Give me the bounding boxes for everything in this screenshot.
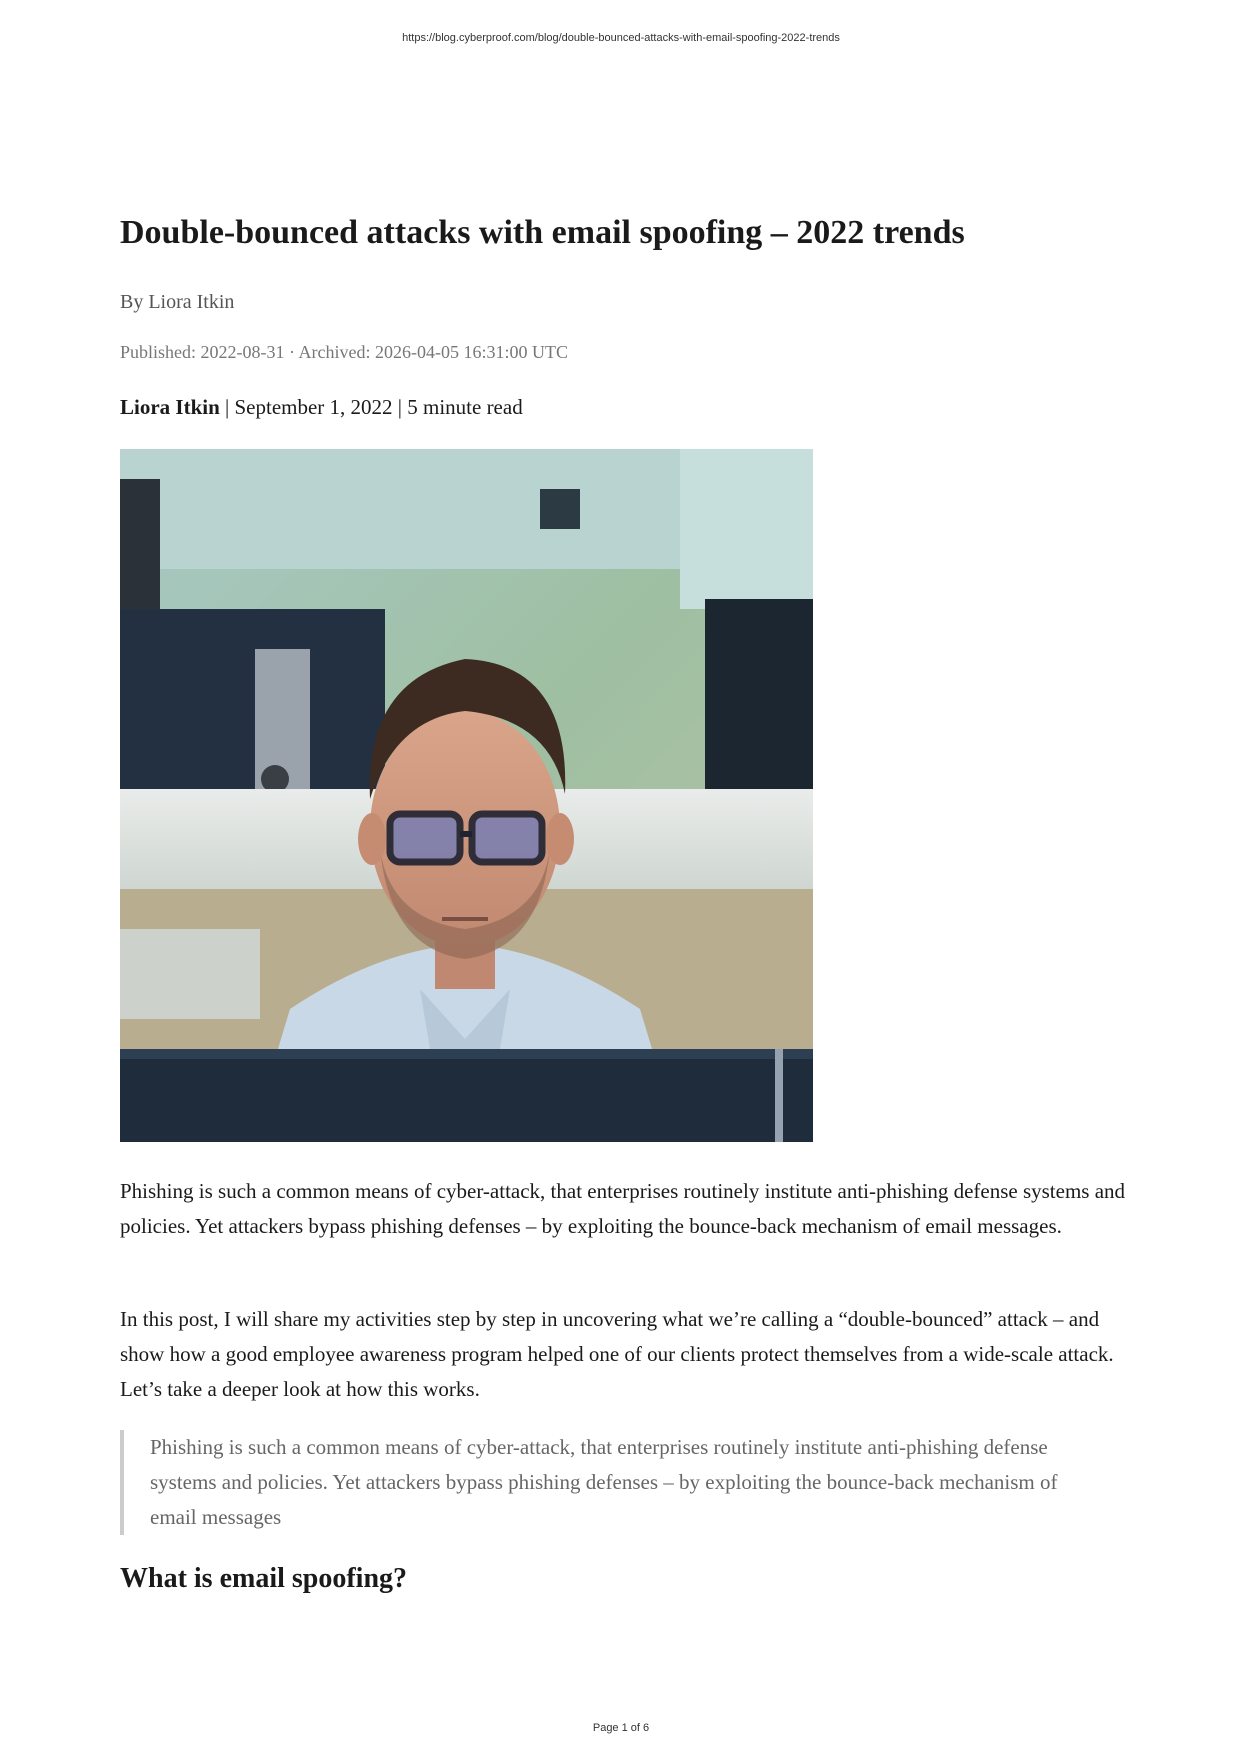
page-number: Page 1 of 6 — [592, 1722, 650, 1734]
author-details: | September 1, 2022 | 5 minute read — [219, 395, 523, 419]
paragraph: In this post, I will share my activities step by step in uncovering what we’re calling a “double-bounced” attack – and show how a good employee awareness program helped one of our clients protect themselves from a wide-scale attack. Let’s take a deeper look at how this works. — [120, 1307, 1114, 1401]
article-byline: By Liora Itkin — [120, 291, 235, 313]
author-line — [120, 395, 523, 420]
photo-man-with-glasses-at-computer-icon — [120, 449, 813, 1142]
article-title: Double-bounced attacks with email spoofing – 2022 trends — [120, 214, 965, 251]
author-name: Liora Itkin — [120, 395, 220, 419]
article-meta: Published: 2022-08-31 · Archived: 2026-04-05 16:31:00 UTC — [120, 342, 568, 362]
section-heading: What is email spoofing? — [120, 1563, 408, 1594]
print-header-url: https://blog.cyberproof.com/blog/double-bounced-attacks-with-email-spoofing-2022-trends — [402, 32, 840, 44]
blockquote-text: Phishing is such a common means of cyber-attack, that enterprises routinely institute anti-phishing defense systems and policies. Yet attackers bypass phishing defenses – by exploiting the bounce-back mechanism of email messages — [150, 1435, 1058, 1529]
paragraph: Phishing is such a common means of cyber-attack, that enterprises routinely institute anti-phishing defense systems and policies. Yet attackers bypass phishing defenses – by exploiting the bounce-back mechanism of email messages. — [120, 1179, 1126, 1238]
hero-image — [120, 449, 813, 1142]
blockquote — [120, 1430, 1130, 1535]
